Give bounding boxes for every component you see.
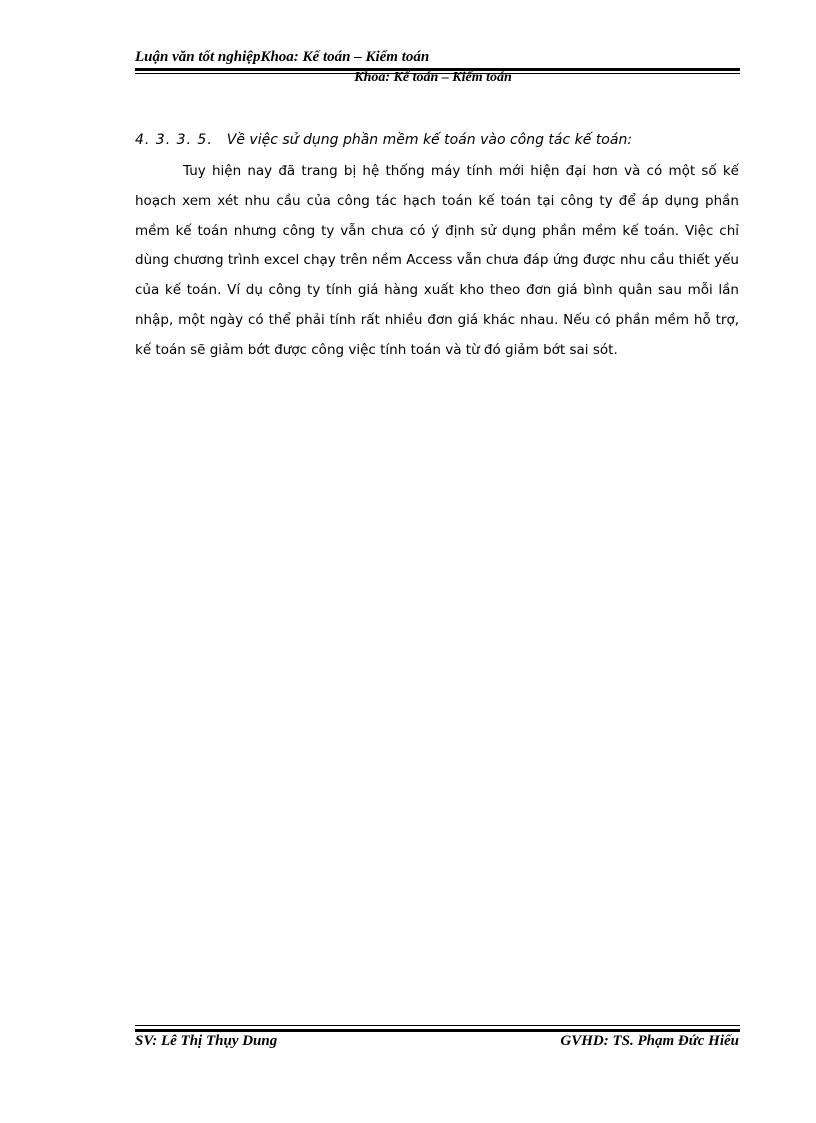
footer-rule-thin (135, 1025, 740, 1026)
section-heading (135, 130, 632, 150)
running-header-subtitle: Khoa: Kế toán – Kiểm toán (354, 70, 512, 85)
body-paragraph: Tuy hiện nay đã trang bị hệ thống máy tính mới hiện đại hơn và có một số kế hoạch xem xét nhu cầu của công tác hạch toán kế toán tại công ty để áp dụng phần mềm kế toán nhưng công ty vẫn chưa có ý định sử dụng phần mềm kế toán. Việc chỉ dùng chương trình excel chạy trên nềm Access vẫn chưa đáp ứng được nhu cầu thiết yếu của kế toán. Ví dụ công ty tính giá hàng xuất kho theo đơn giá bình quân sau mỗi lần nhập, một ngày có thể phải tính rất nhiều đơn giá khác nhau. Nếu có phần mềm hỗ trợ, kế toán sẽ giảm bớt được công việc tính toán và từ đó giảm bớt sai sót. (135, 163, 739, 358)
footer-advisor-name: GVHD: TS. Phạm Đức Hiếu (560, 1033, 739, 1049)
footer-student-name: SV: Lê Thị Thụy Dung (135, 1033, 278, 1049)
section-title: Về việc sử dụng phần mềm kế toán vào công tác kế toán: (226, 132, 633, 148)
running-header-title: Luận văn tốt nghiệpKhoa: Kế toán – Kiểm toán (135, 49, 430, 65)
section-number: 4. 3. 3. 5. (135, 132, 213, 148)
